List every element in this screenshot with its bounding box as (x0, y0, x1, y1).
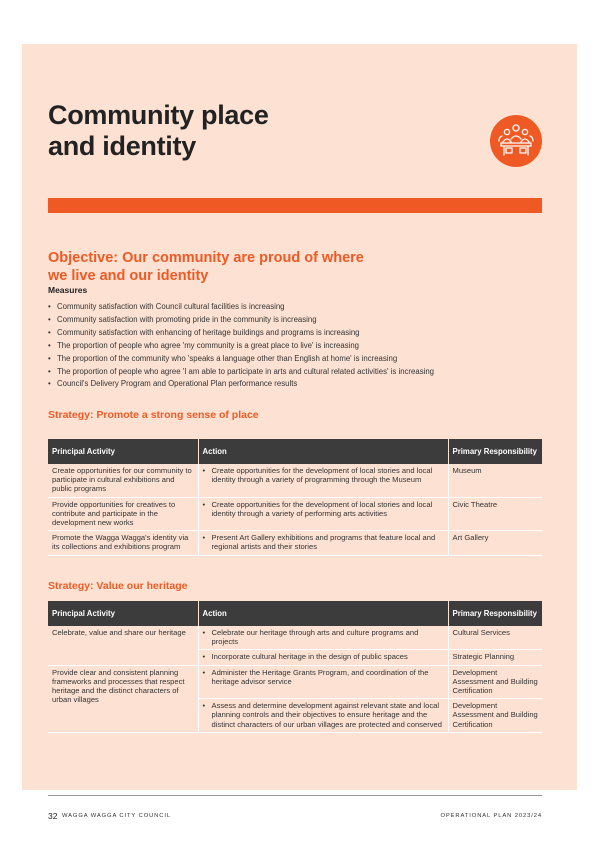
table-header-row (48, 601, 542, 626)
header-rule (48, 198, 542, 213)
column-header-responsibility: Primary Responsibility (448, 601, 542, 626)
activity-cell: Promote the Wagga Wagga's identity via its collections and exhibitions program (48, 531, 198, 555)
column-header-responsibility: Primary Responsibility (448, 439, 542, 464)
measure-item: • The proportion of the community who 'speaks a language other than English at home' is increasing (48, 353, 548, 366)
strategy-2-table (48, 601, 542, 733)
activity-cell: Provide opportunities for creatives to contribute and participate in the development new works (48, 497, 198, 531)
activity-cell: Provide clear and consistent planning frameworks and processes that respect heritage and the distinct characters of urban villages (48, 665, 198, 732)
column-header-action: Action (198, 601, 448, 626)
measure-item: • The proportion of people who agree 'I am able to participate in arts and cultural related activities' is increasing (48, 366, 548, 379)
measures-heading: Measures (48, 285, 88, 295)
objective-line-1: Objective: Our community are proud of where (48, 250, 364, 266)
objective-heading (48, 249, 468, 285)
activity-cell: Celebrate, value and share our heritage (48, 626, 198, 665)
responsibility-cell: Development Assessment and Building Certification (448, 699, 542, 733)
table-row (48, 665, 542, 699)
table-row (48, 497, 542, 531)
measures-list (48, 301, 548, 391)
table-row (48, 531, 542, 555)
strategy-1-table (48, 439, 542, 556)
action-cell: • Incorporate cultural heritage in the design of public spaces (198, 650, 448, 665)
strategy-1-heading: Strategy: Promote a strong sense of place (48, 409, 259, 421)
responsibility-cell: Cultural Services (448, 626, 542, 650)
responsibility-cell: Art Gallery (448, 531, 542, 555)
action-cell: • Administer the Heritage Grants Program, and coordination of the heritage advisor service (198, 665, 448, 699)
column-header-action: Action (198, 439, 448, 464)
action-cell: • Celebrate our heritage through arts and culture programs and projects (198, 626, 448, 650)
table-row (48, 626, 542, 650)
responsibility-cell: Civic Theatre (448, 497, 542, 531)
column-header-activity: Principal Activity (48, 439, 198, 464)
page-title-line-2: and identity (48, 131, 196, 161)
responsibility-cell: Museum (448, 464, 542, 497)
footer-plan-title: OPERATIONAL PLAN 2023/24 (440, 813, 542, 819)
measure-item: • The proportion of people who agree 'my community is a great place to live' is increasing (48, 340, 548, 353)
measure-item: • Council's Delivery Program and Operational Plan performance results (48, 378, 548, 391)
footer-divider (48, 795, 542, 796)
responsibility-cell: Strategic Planning (448, 650, 542, 665)
table-header-row (48, 439, 542, 464)
community-meeting-icon-graphic (490, 115, 542, 167)
column-header-activity: Principal Activity (48, 601, 198, 626)
page-number: 32 (48, 811, 58, 821)
strategy-2-heading: Strategy: Value our heritage (48, 580, 188, 592)
action-cell: • Assess and determine development against relevant state and local planning controls and their objectives to ensure heritage and the distinct characters of our urban villages are protected and conserved (198, 699, 448, 733)
responsibility-cell: Development Assessment and Building Certification (448, 665, 542, 699)
objective-line-2: we live and our identity (48, 268, 209, 284)
page-title-line-1: Community place (48, 100, 269, 130)
measure-item: • Community satisfaction with Council cultural facilities is increasing (48, 301, 548, 314)
action-cell: • Create opportunities for the development of local stories and local identity through a variety of programming through the Museum (198, 464, 448, 497)
page-title (48, 100, 269, 162)
table-row (48, 464, 542, 497)
footer-council-name: WAGGA WAGGA CITY COUNCIL (62, 813, 171, 819)
action-cell: • Create opportunities for the development of local stories and local identity through a variety of performing arts activities (198, 497, 448, 531)
measure-item: • Community satisfaction with promoting pride in the community is increasing (48, 314, 548, 327)
activity-cell: Create opportunities for our community to participate in cultural exhibitions and public programs (48, 464, 198, 497)
community-meeting-icon (490, 115, 542, 167)
measure-item: • Community satisfaction with enhancing of heritage buildings and programs is increasing (48, 327, 548, 340)
action-cell: • Present Art Gallery exhibitions and programs that feature local and regional artists and their stories (198, 531, 448, 555)
